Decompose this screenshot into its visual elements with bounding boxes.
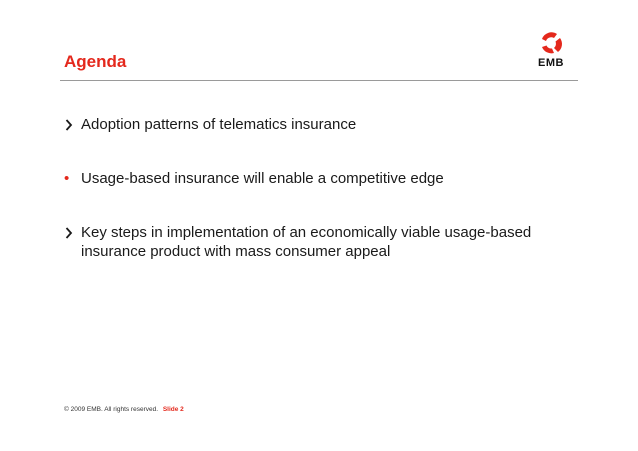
agenda-item-text: Key steps in implementation of an economically viable usage-based insurance product with mass consumer appeal [81, 224, 532, 260]
agenda-item-text: Usage-based insurance will enable a competitive edge [81, 170, 444, 187]
bullet-dot-icon: • [64, 170, 70, 187]
slide-title: Agenda [64, 52, 127, 71]
agenda-item [64, 223, 554, 261]
slide-number: Slide 2 [162, 406, 184, 413]
agenda-item-text: Adoption patterns of telematics insurance [81, 116, 357, 133]
logo-wordmark: EMB [538, 57, 564, 69]
agenda-item [64, 169, 554, 188]
footer-copyright: © 2009 EMB. All rights reserved. [64, 406, 159, 413]
agenda-item [64, 115, 554, 134]
footer [64, 406, 184, 414]
chevron-right-icon [64, 115, 78, 134]
chevron-right-icon [64, 223, 78, 242]
